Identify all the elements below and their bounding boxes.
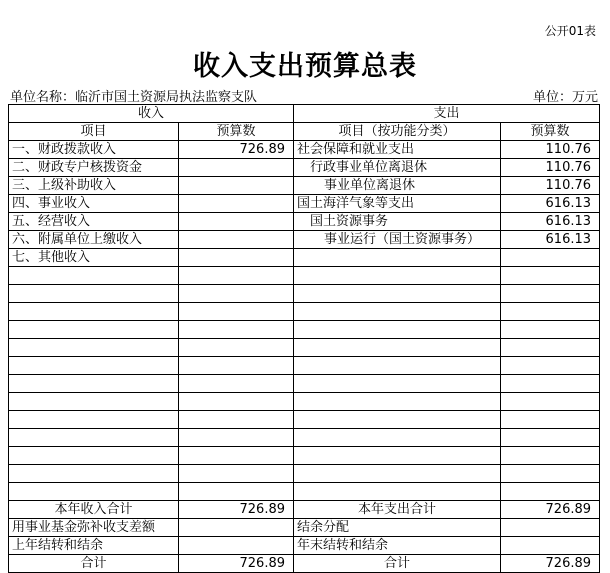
table-row xyxy=(9,141,600,159)
blank-cell xyxy=(9,447,179,465)
blank-cell xyxy=(501,393,600,411)
income-amount-cell xyxy=(179,213,294,231)
table-row xyxy=(9,231,600,249)
expense-amount-cell: 110.76 xyxy=(501,159,600,177)
expense-item-cell xyxy=(294,249,501,267)
blank-row xyxy=(9,447,600,465)
prev-carry-amount xyxy=(179,537,294,555)
blank-cell xyxy=(501,303,600,321)
income-year-total-amount: 726.89 xyxy=(179,501,294,519)
blank-cell xyxy=(179,321,294,339)
income-amount-cell xyxy=(179,195,294,213)
income-total-label: 合计 xyxy=(9,555,179,573)
unit-label: 单位：万元 xyxy=(532,90,598,105)
blank-cell xyxy=(501,375,600,393)
expense-year-total-label: 本年支出合计 xyxy=(294,501,501,519)
blank-cell xyxy=(501,321,600,339)
header-row-columns xyxy=(9,123,600,141)
blank-cell xyxy=(179,429,294,447)
blank-row xyxy=(9,411,600,429)
blank-cell xyxy=(501,465,600,483)
expense-item-cell: 事业运行（国土资源事务） xyxy=(294,231,501,249)
blank-cell xyxy=(9,339,179,357)
fund-fill-amount xyxy=(179,519,294,537)
blank-cell xyxy=(294,267,501,285)
table-row xyxy=(9,177,600,195)
year-end-carry-label: 年末结转和结余 xyxy=(294,537,501,555)
blank-cell xyxy=(294,375,501,393)
blank-cell xyxy=(179,285,294,303)
surplus-alloc-amount xyxy=(501,519,600,537)
blank-cell xyxy=(9,465,179,483)
year-end-carry-amount xyxy=(501,537,600,555)
expense-amount-cell: 616.13 xyxy=(501,231,600,249)
blank-cell xyxy=(9,321,179,339)
blank-cell xyxy=(501,483,600,501)
blank-cell xyxy=(294,321,501,339)
blank-cell xyxy=(9,285,179,303)
blank-cell xyxy=(294,411,501,429)
income-item-cell: 五、经营收入 xyxy=(9,213,179,231)
blank-cell xyxy=(294,429,501,447)
blank-cell xyxy=(501,447,600,465)
blank-cell xyxy=(294,303,501,321)
table-row xyxy=(9,159,600,177)
blank-row xyxy=(9,357,600,375)
year-total-row xyxy=(9,501,600,519)
income-item-cell: 二、财政专户核拨资金 xyxy=(9,159,179,177)
blank-cell xyxy=(501,339,600,357)
blank-cell xyxy=(9,429,179,447)
blank-cell xyxy=(9,357,179,375)
income-amount-cell xyxy=(179,249,294,267)
blank-cell xyxy=(294,357,501,375)
expense-item-cell: 社会保障和就业支出 xyxy=(294,141,501,159)
expense-total-label: 合计 xyxy=(294,555,501,573)
income-amount-cell xyxy=(179,231,294,249)
income-amount-cell: 726.89 xyxy=(179,141,294,159)
unit-name-label: 单位名称：临沂市国土资源局执法监察支队 xyxy=(10,90,258,105)
blank-cell xyxy=(179,375,294,393)
blank-cell xyxy=(179,447,294,465)
blank-cell xyxy=(179,483,294,501)
blank-row xyxy=(9,339,600,357)
blank-cell xyxy=(294,465,501,483)
expense-amount-cell: 616.13 xyxy=(501,195,600,213)
income-budget-header: 预算数 xyxy=(179,123,294,141)
table-row xyxy=(9,213,600,231)
blank-row xyxy=(9,393,600,411)
expense-budget-header: 预算数 xyxy=(501,123,600,141)
income-amount-cell xyxy=(179,177,294,195)
blank-row xyxy=(9,483,600,501)
income-item-cell: 四、事业收入 xyxy=(9,195,179,213)
expense-item-header: 项目（按功能分类） xyxy=(294,123,501,141)
fund-fill-row xyxy=(9,519,600,537)
blank-row xyxy=(9,375,600,393)
expense-amount-cell: 616.13 xyxy=(501,213,600,231)
blank-cell xyxy=(179,267,294,285)
table-row xyxy=(9,195,600,213)
expense-item-cell: 行政事业单位离退休 xyxy=(294,159,501,177)
blank-cell xyxy=(9,483,179,501)
carry-row xyxy=(9,537,600,555)
expense-amount-cell xyxy=(501,249,600,267)
blank-row xyxy=(9,321,600,339)
expense-total-amount: 726.89 xyxy=(501,555,600,573)
blank-cell xyxy=(294,285,501,303)
blank-cell xyxy=(501,357,600,375)
blank-cell xyxy=(179,411,294,429)
blank-cell xyxy=(294,393,501,411)
blank-row xyxy=(9,285,600,303)
budget-table xyxy=(8,104,600,573)
blank-cell xyxy=(9,303,179,321)
income-item-cell: 三、上级补助收入 xyxy=(9,177,179,195)
blank-cell xyxy=(179,357,294,375)
expense-item-cell: 事业单位离退休 xyxy=(294,177,501,195)
header-row-sections xyxy=(9,105,600,123)
income-amount-cell xyxy=(179,159,294,177)
expense-item-cell: 国土资源事务 xyxy=(294,213,501,231)
page-title: 收入支出预算总表 xyxy=(193,51,417,82)
blank-cell xyxy=(294,339,501,357)
income-total-amount: 726.89 xyxy=(179,555,294,573)
blank-row xyxy=(9,429,600,447)
table-row xyxy=(9,249,600,267)
grand-total-row xyxy=(9,555,600,573)
blank-cell xyxy=(179,303,294,321)
income-year-total-label: 本年收入合计 xyxy=(9,501,179,519)
blank-cell xyxy=(9,411,179,429)
blank-row xyxy=(9,303,600,321)
form-code: 公开01表 xyxy=(544,24,596,38)
income-item-cell: 一、财政拨款收入 xyxy=(9,141,179,159)
blank-cell xyxy=(9,393,179,411)
income-section-header: 收入 xyxy=(9,105,294,123)
income-item-header: 项目 xyxy=(9,123,179,141)
blank-cell xyxy=(294,447,501,465)
blank-cell xyxy=(179,465,294,483)
blank-cell xyxy=(179,393,294,411)
expense-item-cell: 国土海洋气象等支出 xyxy=(294,195,501,213)
income-item-cell: 七、其他收入 xyxy=(9,249,179,267)
expense-year-total-amount: 726.89 xyxy=(501,501,600,519)
expense-amount-cell: 110.76 xyxy=(501,141,600,159)
expense-section-header: 支出 xyxy=(294,105,600,123)
blank-cell xyxy=(179,339,294,357)
surplus-alloc-label: 结余分配 xyxy=(294,519,501,537)
blank-cell xyxy=(294,483,501,501)
blank-row xyxy=(9,267,600,285)
blank-cell xyxy=(9,267,179,285)
prev-carry-label: 上年结转和结余 xyxy=(9,537,179,555)
income-item-cell: 六、附属单位上缴收入 xyxy=(9,231,179,249)
fund-fill-label: 用事业基金弥补收支差额 xyxy=(9,519,179,537)
expense-amount-cell: 110.76 xyxy=(501,177,600,195)
blank-cell xyxy=(501,267,600,285)
blank-cell xyxy=(501,411,600,429)
blank-cell xyxy=(9,375,179,393)
blank-cell xyxy=(501,429,600,447)
blank-cell xyxy=(501,285,600,303)
blank-row xyxy=(9,465,600,483)
